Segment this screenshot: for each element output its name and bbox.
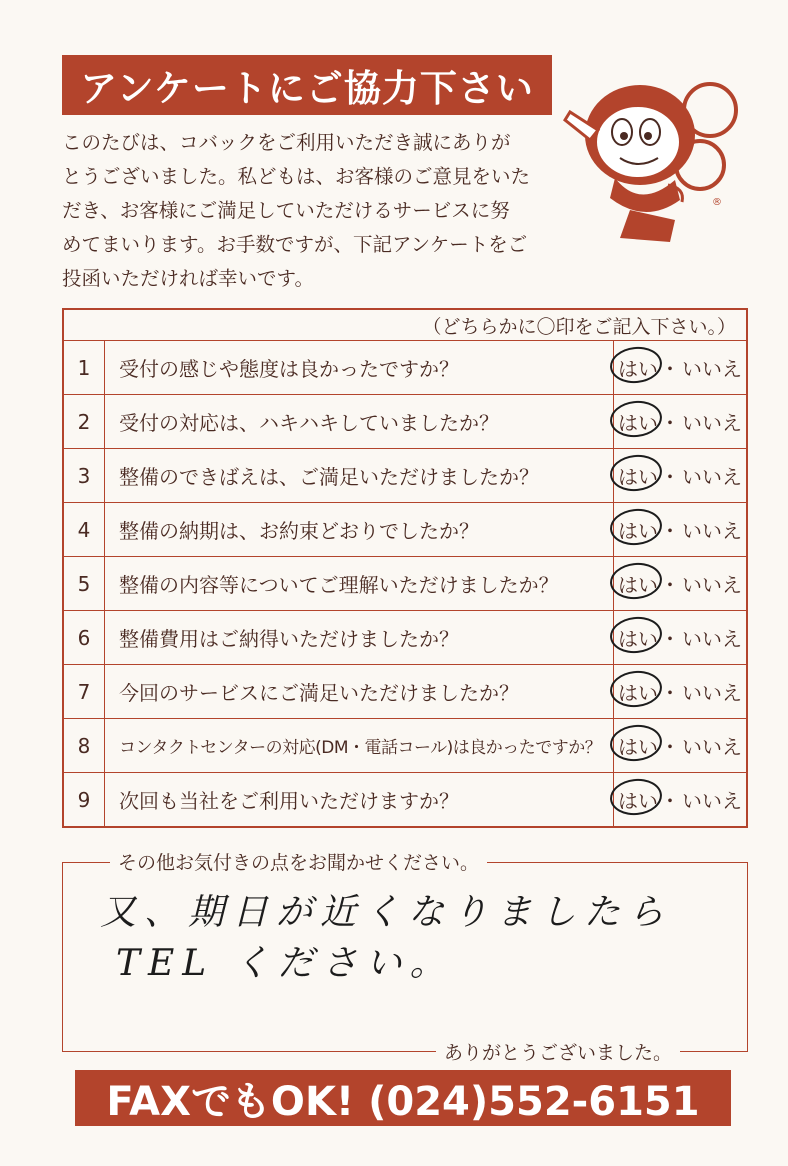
answer-yes[interactable]: はい — [618, 677, 658, 706]
answer-no[interactable]: いいえ — [682, 465, 742, 489]
answer-yes[interactable]: はい — [618, 353, 658, 382]
question-number: 8 — [63, 719, 105, 773]
answer-choice[interactable]: はい ・ いいえ — [614, 395, 748, 449]
answer-no[interactable]: いいえ — [682, 357, 742, 381]
intro-line: だき、お客様にご満足していただけるサービスに努 — [62, 199, 510, 222]
question-number: 3 — [63, 449, 105, 503]
answer-no[interactable]: いいえ — [682, 411, 742, 435]
question-text: 整備費用はご納得いただけましたか？ — [105, 611, 614, 665]
question-text: コンタクトセンターの対応(DM・電話コール)は良かったですか？ — [105, 719, 614, 773]
handwritten-comment-line: TEL ください。 — [116, 943, 454, 984]
registered-mark: ® — [712, 197, 722, 208]
answer-yes[interactable]: はい — [618, 569, 658, 598]
question-number: 5 — [63, 557, 105, 611]
fax-number-text: FAXでもOK! (024)552-6151 — [106, 1078, 700, 1125]
answer-choice[interactable]: はい ・ いいえ — [614, 503, 748, 557]
question-number: 6 — [63, 611, 105, 665]
question-text: 今回のサービスにご満足いただけましたか？ — [105, 665, 614, 719]
answer-no[interactable]: いいえ — [682, 627, 742, 651]
fax-banner — [75, 1070, 731, 1126]
table-row — [63, 449, 747, 503]
answer-choice[interactable]: はい ・ いいえ — [614, 449, 748, 503]
table-row — [63, 611, 747, 665]
question-number: 4 — [63, 503, 105, 557]
answer-choice[interactable]: はい ・ いいえ — [614, 557, 748, 611]
answer-choice[interactable]: はい ・ いいえ — [614, 773, 748, 828]
question-number: 9 — [63, 773, 105, 828]
answer-no[interactable]: いいえ — [682, 681, 742, 705]
answer-yes[interactable]: はい — [618, 407, 658, 436]
question-text: 受付の感じや態度は良かったですか？ — [105, 341, 614, 395]
intro-line: とうございました。私どもは、お客様のご意見をいた — [62, 165, 531, 188]
survey-title-banner — [62, 55, 552, 115]
answer-choice[interactable]: はい ・ いいえ — [614, 341, 748, 395]
intro-line: めてまいります。お手数ですが、下記アンケートをご — [62, 233, 528, 256]
intro-text — [62, 126, 562, 296]
answer-choice[interactable]: はい ・ いいえ — [614, 719, 748, 773]
thanks-text: ありがとうございました。 — [436, 1038, 680, 1065]
table-row — [63, 773, 747, 828]
question-text: 整備の納期は、お約束どおりでしたか？ — [105, 503, 614, 557]
survey-instruction-row — [63, 309, 747, 341]
answer-yes[interactable]: はい — [618, 785, 658, 814]
answer-yes[interactable]: はい — [618, 461, 658, 490]
question-text: 整備のできばえは、ご満足いただけましたか？ — [105, 449, 614, 503]
table-row — [63, 395, 747, 449]
question-number: 7 — [63, 665, 105, 719]
answer-no[interactable]: いいえ — [682, 735, 742, 759]
answer-yes[interactable]: はい — [618, 623, 658, 652]
question-number: 1 — [63, 341, 105, 395]
question-text: 受付の対応は、ハキハキしていましたか？ — [105, 395, 614, 449]
survey-instruction: （どちらかに〇印をご記入下さい。） — [63, 309, 747, 341]
answer-choice[interactable]: はい ・ いいえ — [614, 611, 748, 665]
answer-no[interactable]: いいえ — [682, 573, 742, 597]
answer-yes[interactable]: はい — [618, 731, 658, 760]
answer-no[interactable]: いいえ — [682, 519, 742, 543]
answer-choice[interactable]: はい ・ いいえ — [614, 665, 748, 719]
survey-table — [62, 308, 748, 828]
handwritten-comment-line: 又、期日が近くなりましたら — [100, 892, 673, 933]
intro-line: 投函いただければ幸いです。 — [62, 267, 314, 290]
question-text: 整備の内容等についてご理解いただけましたか？ — [105, 557, 614, 611]
table-row — [63, 341, 747, 395]
survey-title: アンケートにご協力下さい — [80, 67, 534, 110]
table-row — [63, 719, 747, 773]
mascot-character-icon — [560, 70, 740, 250]
answer-no[interactable]: いいえ — [682, 789, 742, 813]
question-text: 次回も当社をご利用いただけますか？ — [105, 773, 614, 828]
table-row — [63, 665, 747, 719]
answer-yes[interactable]: はい — [618, 515, 658, 544]
question-number: 2 — [63, 395, 105, 449]
table-row — [63, 503, 747, 557]
intro-line: このたびは、コバックをご利用いただき誠にありが — [62, 131, 511, 154]
table-row — [63, 557, 747, 611]
comment-label: その他お気付きの点をお聞かせください。 — [110, 848, 487, 875]
